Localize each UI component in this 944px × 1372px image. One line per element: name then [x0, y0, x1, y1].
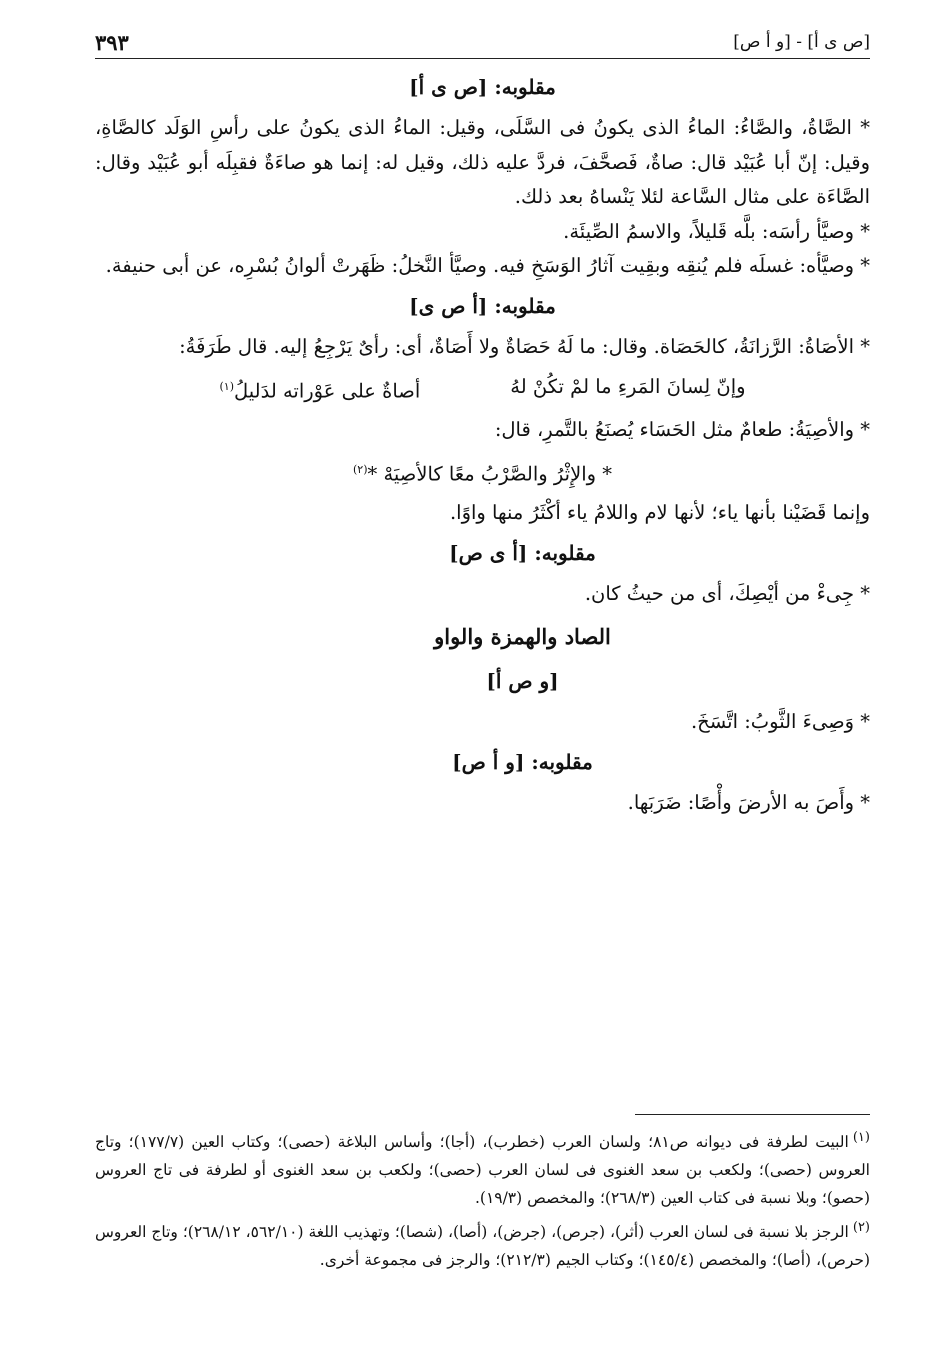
entry-paragraph: * الصَّاةُ، والصَّاءُ: الماءُ الذى يكونُ فى السَّلَى، وقيل: الماءُ الذى يكونُ على رأسِ الوَلَد كالصَّاةِ، وقيل: إنّ أبا عُبَيْد قال: صاةٌ، فَصحَّفَ، فردَّ عليه ذلك، وقيل له: إنما هو صاءَةٌ فقبِلَه أبو عُبَيْد وقال: الصَّاءَة على مثال السَّاعة لئلا يَنْساهُ بعد ذلك.	[95, 116, 870, 209]
poetry-verse	[95, 369, 870, 410]
main-text	[95, 69, 870, 821]
running-head-title: [ص ى أ] - [و أ ص]	[733, 32, 870, 52]
footnote-text: البيت لطرفة فى ديوانه ص٨١؛ ولسان العرب (خطرب)، (أجا)؛ وأساس البلاغة (حصى)؛ وكتاب العين (١٧٧/٧)؛ وتاج العروس (حصى)؛ ولكعب بن سعد الغنوى فى لسان العرب (حصى)؛ ولكعب بن سعد الغنوى أو لطرفة فى تاج العروس (حصو)؛ وبلا نسبة فى كتاب العين (٢٦٨/٣)؛ والمخصص (١٩/٣).	[95, 1133, 870, 1208]
footnote-text: الرجز بلا نسبة فى لسان العرب (أثر)، (جرص)، (جرض)، (أصا)، (شصا)؛ وتهذيب اللغة (٥٦٢/١٠، ٢٦٨/١٢)؛ وتاج العروس (حرص)، (أصا)؛ والمخصص (١٤٥/٤)؛ وكتاب الجيم (٢١٢/٣)؛ والرجز فى مجموعة أخرى.	[95, 1223, 870, 1270]
footnote-number: (١)	[852, 1130, 870, 1145]
running-head	[95, 30, 870, 59]
verse-first-hemistich: وإنّ لِسانَ المَرءِ ما لمْ تكُنْ لهُ	[510, 374, 746, 398]
root-heading: [و ص أ]	[486, 669, 559, 694]
footnote-divider	[635, 1114, 870, 1115]
entry-heading: مقلوبه: [و أ ص]	[452, 749, 593, 774]
verse-second-hemistich	[219, 369, 420, 410]
entry-paragraph: * وصيَّأه: غسلَه فلم يُنقِه وبقِيت آثارُ الوَسَخِ فيه. وصيَّأ النَّخلُ: ظَهَرتْ ألوانُ بُسْرِه، عن أبى حنيفة.	[105, 254, 870, 278]
entry-paragraph: * وصيَّأ رأسَه: بلَّه قَليلاً، والاسمُ الصِّيئَة.	[563, 219, 870, 243]
entry-heading: مقلوبه: [أ ص ى]	[409, 293, 556, 318]
rajaz-line	[95, 452, 870, 493]
book-page	[95, 30, 870, 1350]
entry-paragraph: * والأصِيَةُ: طعامٌ مثل الحَسَاء يُصنَعُ بالتَّمرِ، قال:	[494, 418, 870, 442]
entry-paragraph: وإنما قَضَيْنا بأنها ياء؛ لأنها لام واللامُ ياء أكْثَرُ منها واوًا.	[449, 501, 870, 525]
rajaz-text: * والإِثْرُ والصَّرْبُ معًا كالأصِيَهْ *	[367, 462, 612, 486]
entry-heading: مقلوبه: [أ ى ص]	[449, 540, 596, 565]
footnote	[95, 1214, 870, 1274]
entry-paragraph: * الأصَاةُ: الرَّزانَةُ، كالحَصَاة. وقال: ما لَهُ حَصَاةٌ ولا أَصَاةٌ، أى: رأىٌ يَرْجِعُ إليه. قال طَرَفَةُ:	[179, 334, 870, 358]
verse-second-text: أصاةٌ على عَوْراته لدَليلُ	[234, 379, 421, 403]
page-number: ٣٩٣	[95, 30, 129, 55]
footnote-ref: (٢)	[353, 462, 368, 476]
footnote-ref: (١)	[219, 379, 234, 393]
entry-heading: مقلوبه: [ص ى أ]	[409, 75, 556, 99]
section-title: الصاد والهمزة والواو	[434, 624, 611, 650]
entry-paragraph: * وأَصَ به الأرضَ وأْصًا: ضَرَبَها.	[627, 790, 870, 814]
entry-paragraph: * وَصِىءَ الثَّوبُ: اتَّسَخَ.	[690, 710, 870, 734]
footnotes	[95, 1124, 870, 1276]
entry-paragraph: * جِىءْ من أيْصِكَ، أى من حيثُ كان.	[584, 581, 870, 605]
footnote-number: (٢)	[852, 1220, 870, 1236]
footnote	[95, 1124, 870, 1212]
